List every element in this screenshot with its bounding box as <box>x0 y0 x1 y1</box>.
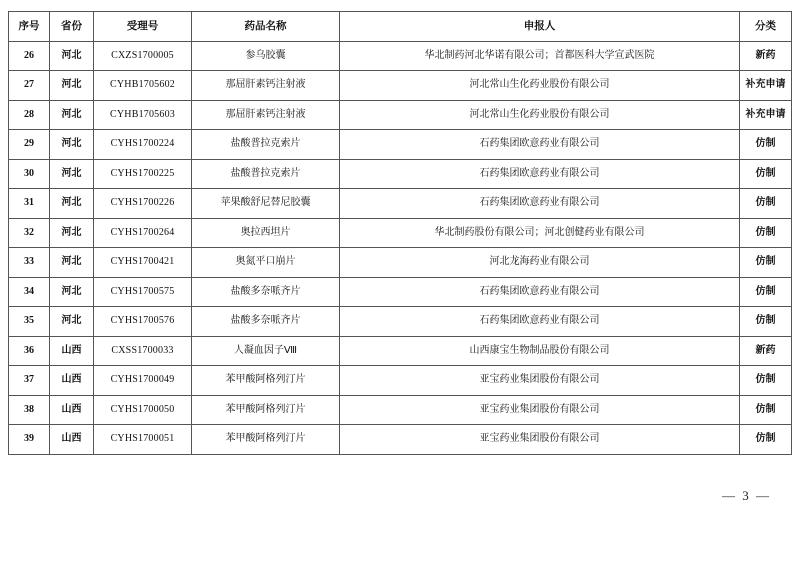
cell-applicant: 河北龙海药业有限公司 <box>340 248 740 278</box>
cell-category: 仿制 <box>740 130 792 160</box>
cell-category: 补充申请 <box>740 100 792 130</box>
cell-drug-name: 那屈肝素钙注射液 <box>192 71 340 101</box>
cell-category: 补充申请 <box>740 71 792 101</box>
cell-province: 山西 <box>50 425 94 455</box>
cell-province: 河北 <box>50 41 94 71</box>
cell-province: 河北 <box>50 218 94 248</box>
table-row <box>9 425 792 455</box>
cell-drug-name: 苯甲酸阿格列汀片 <box>192 366 340 396</box>
cell-category: 新药 <box>740 41 792 71</box>
cell-applicant: 河北常山生化药业股份有限公司 <box>340 100 740 130</box>
page-number: — 3 — <box>722 488 771 503</box>
cell-drug-name: 苹果酸舒尼替尼胶囊 <box>192 189 340 219</box>
cell-acceptance-no: CXZS1700005 <box>94 41 192 71</box>
cell-drug-name: 盐酸普拉克索片 <box>192 159 340 189</box>
table-row <box>9 130 792 160</box>
cell-category: 新药 <box>740 336 792 366</box>
cell-applicant: 亚宝药业集团股份有限公司 <box>340 425 740 455</box>
cell-province: 河北 <box>50 159 94 189</box>
cell-drug-name: 那屈肝素钙注射液 <box>192 100 340 130</box>
cell-drug-name: 苯甲酸阿格列汀片 <box>192 425 340 455</box>
cell-applicant: 石药集团欧意药业有限公司 <box>340 159 740 189</box>
cell-drug-name: 盐酸普拉克索片 <box>192 130 340 160</box>
cell-province: 山西 <box>50 366 94 396</box>
cell-province: 河北 <box>50 248 94 278</box>
cell-category: 仿制 <box>740 189 792 219</box>
cell-applicant: 河北常山生化药业股份有限公司 <box>340 71 740 101</box>
cell-index: 39 <box>9 425 50 455</box>
cell-index: 31 <box>9 189 50 219</box>
cell-index: 30 <box>9 159 50 189</box>
cell-category: 仿制 <box>740 425 792 455</box>
table-row <box>9 218 792 248</box>
cell-category: 仿制 <box>740 218 792 248</box>
cell-province: 河北 <box>50 71 94 101</box>
cell-applicant: 山西康宝生物制品股份有限公司 <box>340 336 740 366</box>
table-header-row <box>9 12 792 42</box>
cell-applicant: 石药集团欧意药业有限公司 <box>340 189 740 219</box>
cell-applicant: 亚宝药业集团股份有限公司 <box>340 395 740 425</box>
cell-acceptance-no: CYHS1700225 <box>94 159 192 189</box>
cell-drug-name: 苯甲酸阿格列汀片 <box>192 395 340 425</box>
cell-applicant: 亚宝药业集团股份有限公司 <box>340 366 740 396</box>
cell-category: 仿制 <box>740 366 792 396</box>
cell-index: 33 <box>9 248 50 278</box>
cell-drug-name: 盐酸多奈哌齐片 <box>192 277 340 307</box>
cell-drug-name: 奥拉西坦片 <box>192 218 340 248</box>
cell-province: 山西 <box>50 395 94 425</box>
cell-index: 37 <box>9 366 50 396</box>
header-applicant: 申报人 <box>340 12 740 42</box>
cell-index: 28 <box>9 100 50 130</box>
cell-province: 河北 <box>50 130 94 160</box>
cell-province: 河北 <box>50 307 94 337</box>
cell-index: 38 <box>9 395 50 425</box>
cell-index: 26 <box>9 41 50 71</box>
cell-index: 32 <box>9 218 50 248</box>
cell-acceptance-no: CYHS1700575 <box>94 277 192 307</box>
cell-acceptance-no: CYHB1705602 <box>94 71 192 101</box>
table-row <box>9 307 792 337</box>
cell-applicant: 石药集团欧意药业有限公司 <box>340 277 740 307</box>
cell-drug-name: 参乌胶囊 <box>192 41 340 71</box>
table-row <box>9 189 792 219</box>
header-acceptance-no: 受理号 <box>94 12 192 42</box>
cell-category: 仿制 <box>740 395 792 425</box>
cell-acceptance-no: CYHS1700576 <box>94 307 192 337</box>
cell-province: 河北 <box>50 189 94 219</box>
cell-acceptance-no: CYHB1705603 <box>94 100 192 130</box>
cell-applicant: 华北制药河北华诺有限公司；首都医科大学宣武医院 <box>340 41 740 71</box>
header-drug-name: 药品名称 <box>192 12 340 42</box>
cell-category: 仿制 <box>740 248 792 278</box>
table-row <box>9 100 792 130</box>
cell-drug-name: 奥氮平口崩片 <box>192 248 340 278</box>
cell-acceptance-no: CYHS1700264 <box>94 218 192 248</box>
cell-applicant: 华北制药股份有限公司；河北创健药业有限公司 <box>340 218 740 248</box>
cell-acceptance-no: CYHS1700224 <box>94 130 192 160</box>
cell-acceptance-no: CYHS1700226 <box>94 189 192 219</box>
table-row <box>9 277 792 307</box>
cell-index: 27 <box>9 71 50 101</box>
header-index: 序号 <box>9 12 50 42</box>
header-province: 省份 <box>50 12 94 42</box>
cell-index: 34 <box>9 277 50 307</box>
cell-index: 29 <box>9 130 50 160</box>
table-row <box>9 248 792 278</box>
cell-category: 仿制 <box>740 159 792 189</box>
cell-province: 河北 <box>50 100 94 130</box>
cell-index: 36 <box>9 336 50 366</box>
cell-acceptance-no: CYHS1700051 <box>94 425 192 455</box>
table-row <box>9 41 792 71</box>
table-row <box>9 395 792 425</box>
table-row <box>9 159 792 189</box>
cell-acceptance-no: CXSS1700033 <box>94 336 192 366</box>
cell-acceptance-no: CYHS1700421 <box>94 248 192 278</box>
cell-applicant: 石药集团欧意药业有限公司 <box>340 130 740 160</box>
table-row <box>9 366 792 396</box>
cell-drug-name: 盐酸多奈哌齐片 <box>192 307 340 337</box>
cell-category: 仿制 <box>740 307 792 337</box>
table-row <box>9 336 792 366</box>
cell-drug-name: 人凝血因子Ⅷ <box>192 336 340 366</box>
cell-acceptance-no: CYHS1700050 <box>94 395 192 425</box>
cell-province: 河北 <box>50 277 94 307</box>
cell-category: 仿制 <box>740 277 792 307</box>
cell-acceptance-no: CYHS1700049 <box>94 366 192 396</box>
cell-applicant: 石药集团欧意药业有限公司 <box>340 307 740 337</box>
cell-province: 山西 <box>50 336 94 366</box>
drug-application-table <box>8 11 792 455</box>
table-row <box>9 71 792 101</box>
cell-index: 35 <box>9 307 50 337</box>
header-category: 分类 <box>740 12 792 42</box>
